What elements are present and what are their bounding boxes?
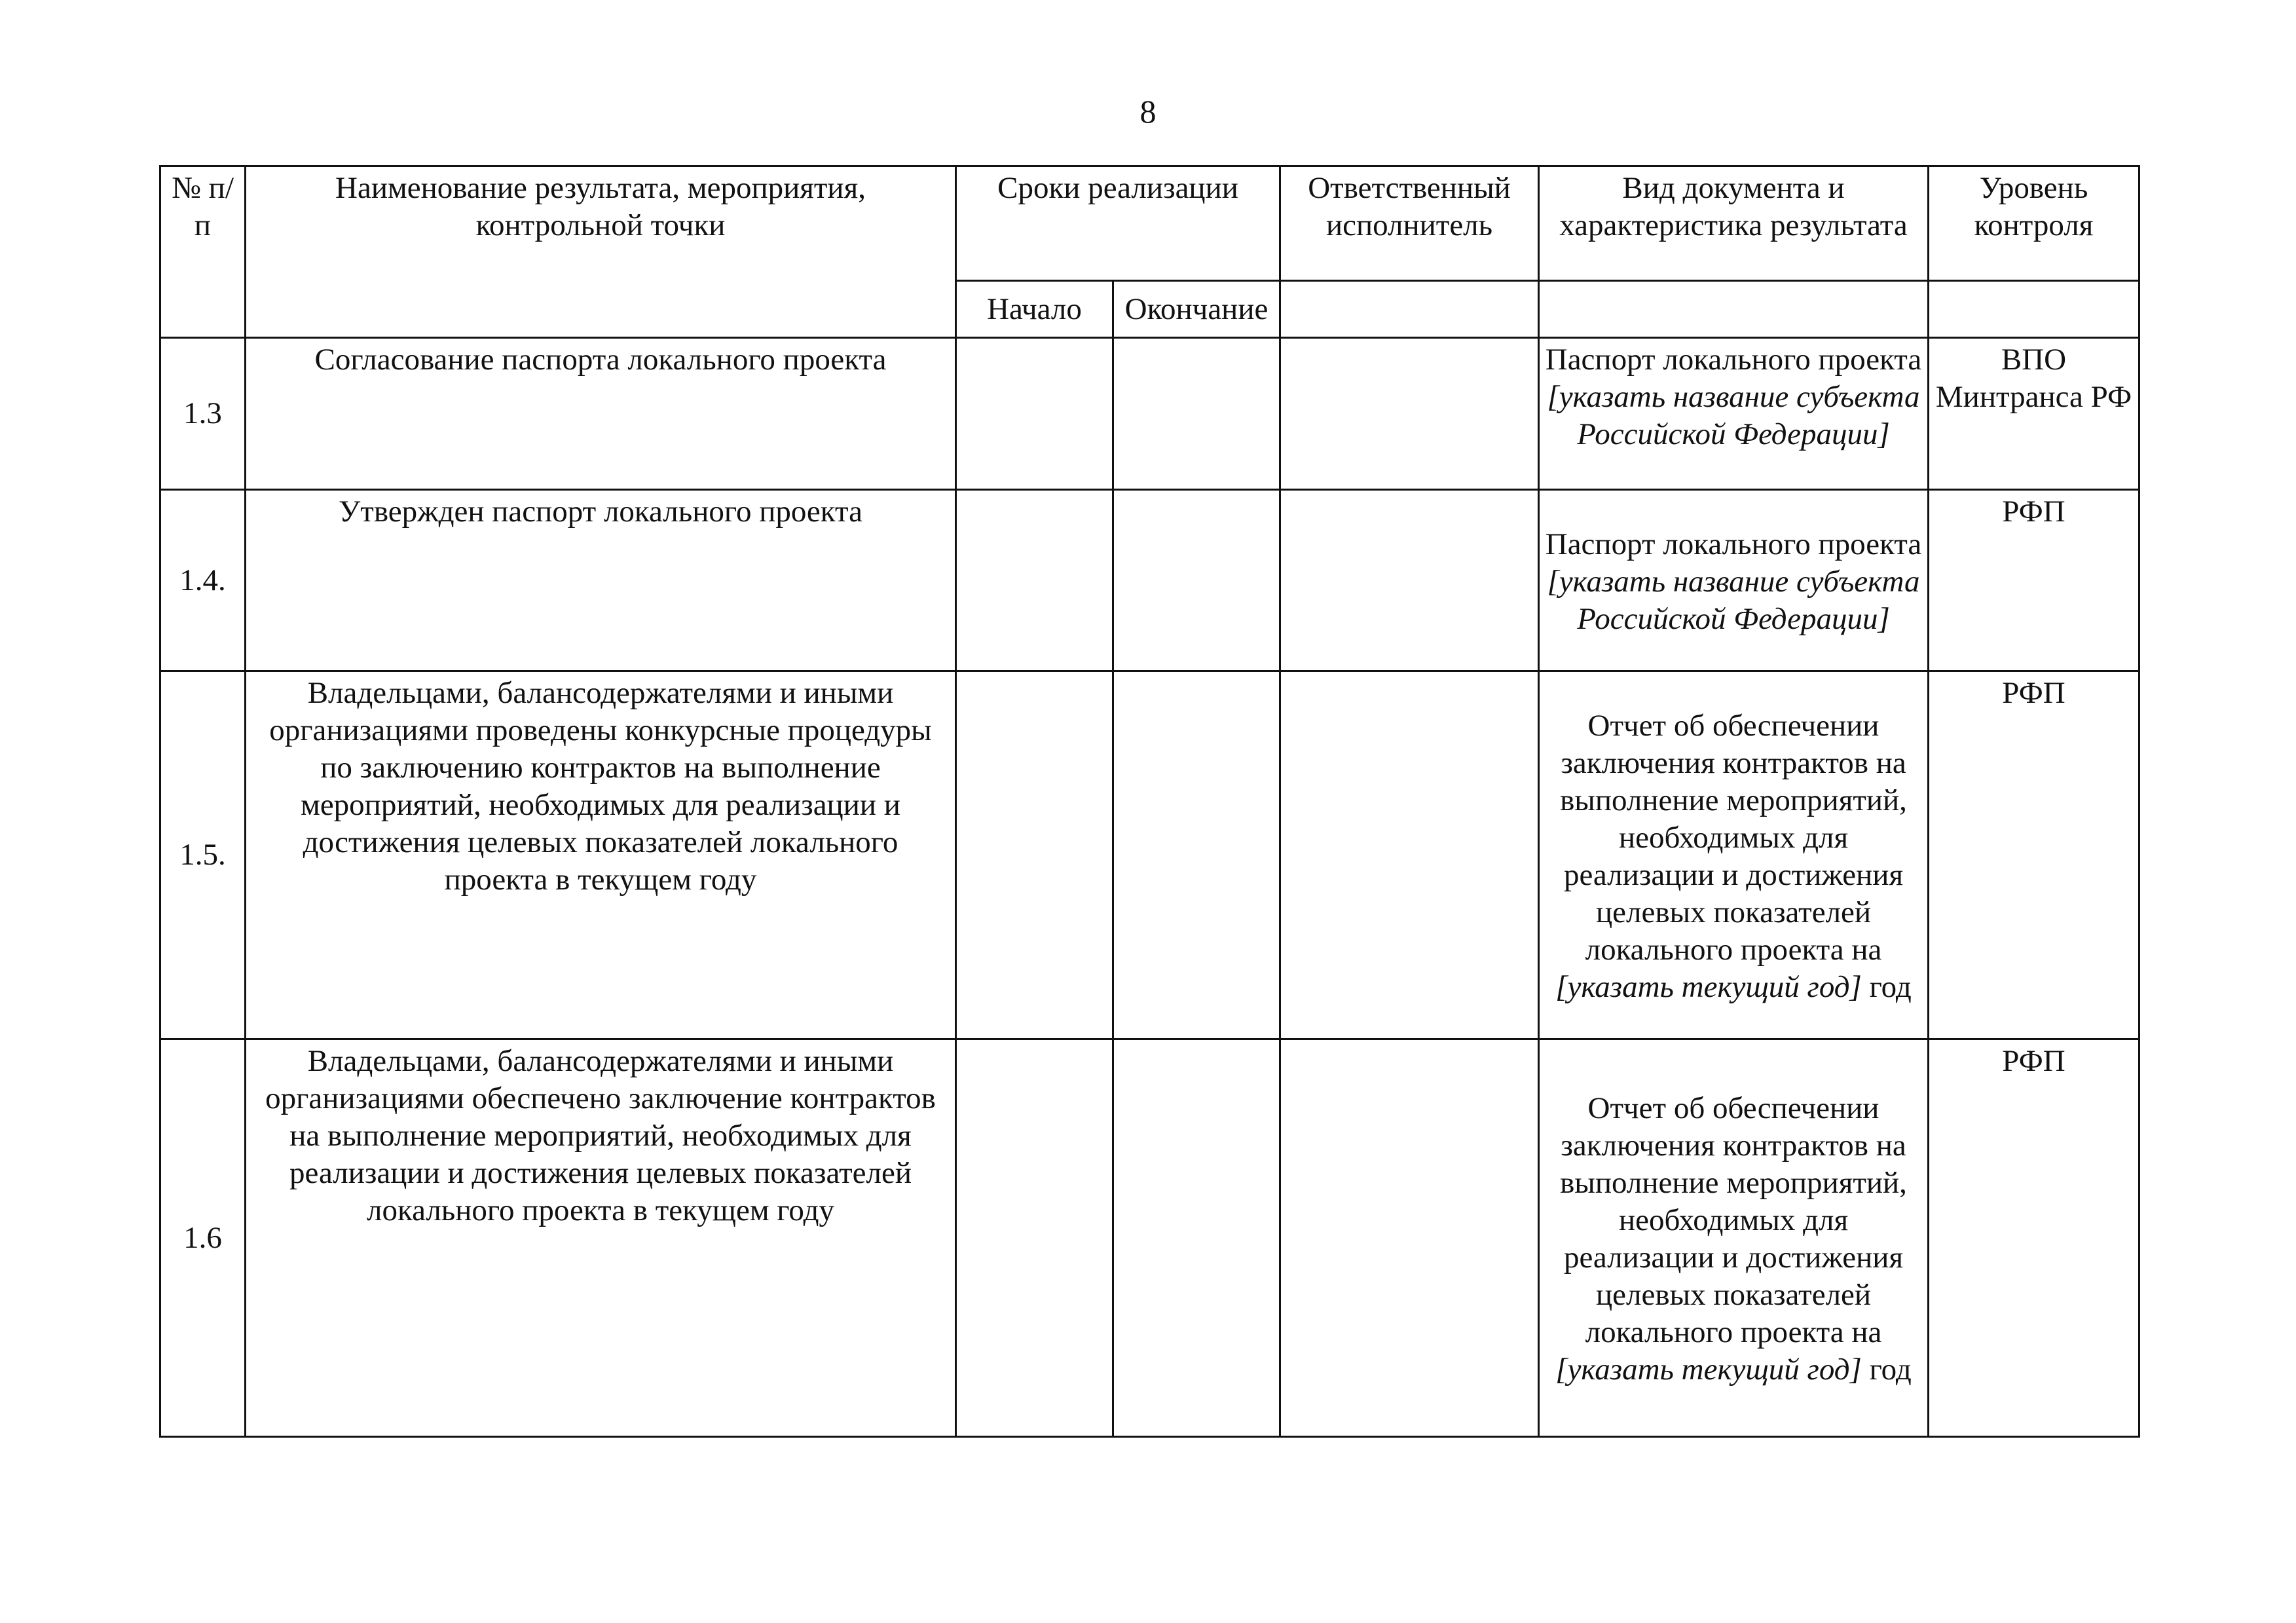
subheader-responsible-blank: [1280, 281, 1539, 338]
table-row: [160, 490, 2139, 671]
header-num: № п/п: [160, 166, 246, 338]
subheader-level-blank: [1929, 281, 2139, 338]
table-row: [160, 671, 2139, 1039]
row-responsible: [1280, 338, 1539, 490]
header-end: Окончание: [1113, 281, 1280, 338]
row-start: [956, 1039, 1113, 1437]
row-num: 1.6: [160, 1039, 246, 1437]
row-name: Владельцами, балансодержателями и иными организациями проведены конкурсные процедуры по заключению контрактов на выполнение мероприятий, необходимых для реализации и достижения целевых показателей локального проекта в текущем году: [246, 671, 956, 1039]
header-row: [160, 166, 2139, 281]
row-start: [956, 671, 1113, 1039]
row-end: [1113, 1039, 1280, 1437]
row-document: [1539, 338, 1929, 490]
row-level: РФП: [1929, 1039, 2139, 1437]
row-end: [1113, 490, 1280, 671]
row-name: Согласование паспорта локального проекта: [246, 338, 956, 490]
row-end: [1113, 671, 1280, 1039]
row-start: [956, 490, 1113, 671]
row-end: [1113, 338, 1280, 490]
row-name: Владельцами, балансодержателями и иными организациями обеспечено заключение контрактов на выполнение мероприятий, необходимых для реализации и достижения целевых показателей локального проекта в текущем году: [246, 1039, 956, 1437]
row-responsible: [1280, 490, 1539, 671]
row-document-placeholder: [указать название субъекта Российской Федерации]: [1547, 380, 1920, 451]
row-document-tail: год: [1869, 1352, 1912, 1387]
row-document-text: Отчет об обеспечении заключения контрактов на выполнение мероприятий, необходимых для реализации и достижения целевых показателей локального проекта на: [1560, 1091, 1907, 1349]
header-responsible: Ответственный исполнитель: [1280, 166, 1539, 281]
row-document-text: Паспорт локального проекта: [1545, 343, 1922, 377]
row-num: 1.3: [160, 338, 246, 490]
plan-table: [159, 165, 2140, 1438]
row-level: РФП: [1929, 671, 2139, 1039]
page-number: 8: [1139, 93, 1157, 130]
header-timing: Сроки реализации: [956, 166, 1280, 281]
header-level: Уровень контроля: [1929, 166, 2139, 281]
row-num: 1.4.: [160, 490, 246, 671]
table-row: [160, 338, 2139, 490]
row-num: 1.5.: [160, 671, 246, 1039]
header-name: Наименование результата, мероприятия, контрольной точки: [246, 166, 956, 338]
row-document-tail: год: [1869, 969, 1912, 1004]
row-document: [1539, 1039, 1929, 1437]
row-start: [956, 338, 1113, 490]
row-document-text: Отчет об обеспечении заключения контрактов на выполнение мероприятий, необходимых для реализации и достижения целевых показателей локального проекта на: [1560, 708, 1907, 967]
row-document-placeholder: [указать название субъекта Российской Федерации]: [1547, 564, 1920, 636]
row-responsible: [1280, 671, 1539, 1039]
subheader-document-blank: [1539, 281, 1929, 338]
row-document-placeholder: [указать текущий год]: [1555, 969, 1862, 1004]
row-responsible: [1280, 1039, 1539, 1437]
row-name: Утвержден паспорт локального проекта: [246, 490, 956, 671]
row-document: [1539, 490, 1929, 671]
header-start: Начало: [956, 281, 1113, 338]
row-level: РФП: [1929, 490, 2139, 671]
table-row: [160, 1039, 2139, 1437]
row-level: ВПО Минтранса РФ: [1929, 338, 2139, 490]
row-document-text: Паспорт локального проекта: [1545, 527, 1922, 561]
header-document: Вид документа и характеристика результата: [1539, 166, 1929, 281]
row-document: [1539, 671, 1929, 1039]
row-document-placeholder: [указать текущий год]: [1555, 1352, 1862, 1387]
